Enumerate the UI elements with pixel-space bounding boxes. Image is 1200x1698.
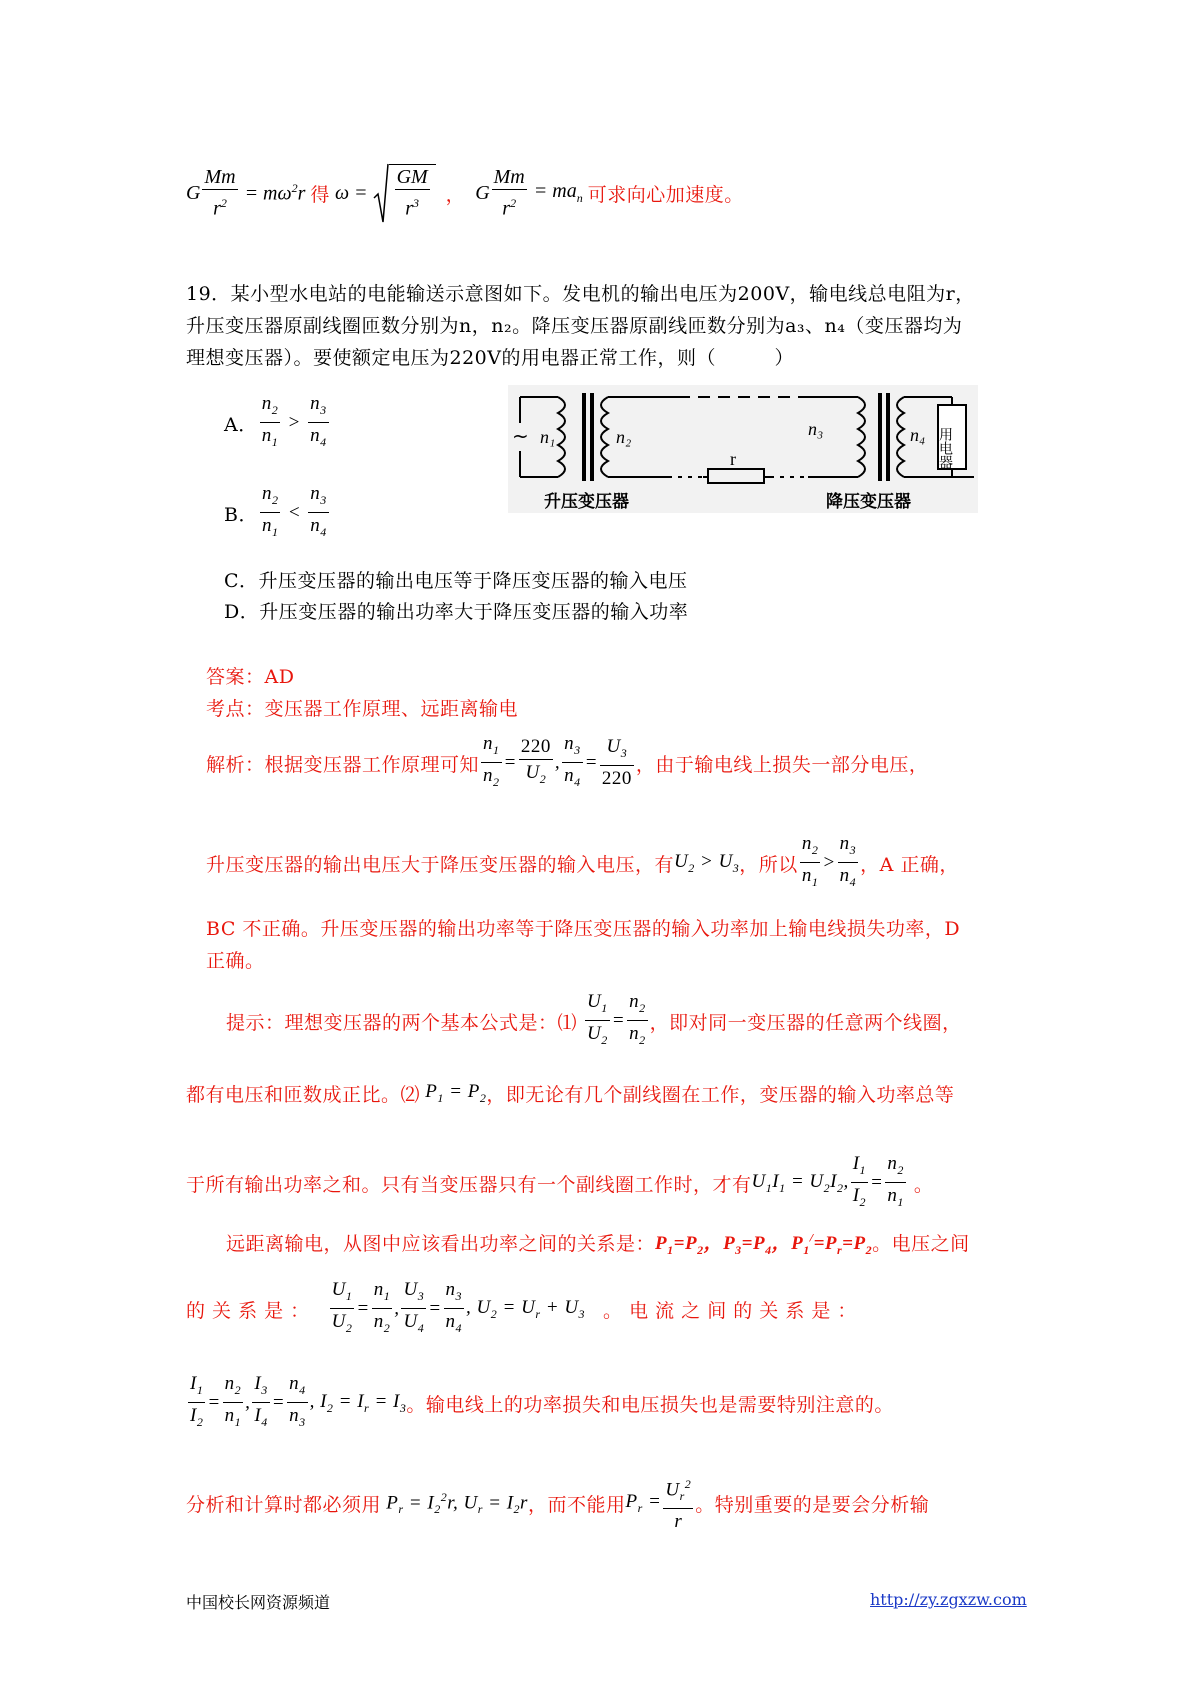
hint-1a: 提示：理想变压器的两个基本公式是：⑴ xyxy=(226,1011,578,1034)
label-load: 用电器 xyxy=(937,427,953,469)
hint-line-1: 提示：理想变压器的两个基本公式是：⑴ $\frac{U_1}{U_2}$ = $\frac{n_2}{n_2}$ ，即对同一变压器的任意两个线圈， xyxy=(226,991,962,1047)
analysis-line-2c: ，A 正确， xyxy=(860,853,959,876)
hint-2b: ，即无论有几个副线圈在工作，变压器的输入功率总等 xyxy=(486,1084,955,1106)
hint-3b: 。 xyxy=(913,1173,934,1196)
analysis-line-2: 升压变压器的输出电压大于降压变压器的输入电压，有 $U_2 > U_3$ ，所以 $\frac{n_2}{n_1}$ > $\frac{n_3}{n_4}$ ，A 正确， xyxy=(206,833,959,889)
sqrt-symbol: $\frac{GM}{r^3}$ xyxy=(373,162,436,224)
hint-6: 。输电线上的功率损失和电压损失也是需要特别注意的。 xyxy=(406,1393,894,1416)
option-b: B． $\frac{n_2}{n_1}$ < $\frac{n_3}{n_4}$ xyxy=(224,483,327,539)
analysis-line-2b: ，所以 xyxy=(739,853,798,876)
option-a-label: A． xyxy=(224,413,258,436)
hint-line-3: 于所有输出功率之和。只有当变压器只有一个副线圈工作时，才有 $U_1I_1 = U_2I_2$, $\frac{I_1}{I_2}$ = $\frac{n_2}{n_1}$ 。 xyxy=(186,1153,934,1209)
label-n3: n₃ xyxy=(808,419,824,439)
label-step-down: 降压变压器 xyxy=(826,492,911,512)
hint-1b: ，即对同一变压器的任意两个线圈， xyxy=(649,1011,962,1034)
hint-7a: 分析和计算时都必须用 xyxy=(186,1494,382,1517)
formula-text-de: 得 xyxy=(310,184,330,206)
hint-5a: 的 关 系 是 ： xyxy=(186,1299,310,1322)
hint-line-4: 远距离输电，从图中应该看出功率之间的关系是： $P_1=P_2$，$P_3=P_4$，$P_1^/=P_r=P_2$ 。电压之间 xyxy=(226,1230,970,1257)
analysis-line-3: BC 不正确。升压变压器的输出功率等于降压变压器的输入功率加上输电线损失功率，D xyxy=(206,918,961,940)
footer-link[interactable]: http://zy.zgxzw.com xyxy=(870,1590,1027,1609)
formula-top: G $\frac{Mm}{r^2}$ = $m\omega^2r$ 得 ω = $\frac{GM}{r^3}$ ， G $\frac{Mm}{r^2}$ = $ma_n$ 可求向心加速度。 xyxy=(186,158,744,228)
option-b-label: B． xyxy=(224,503,258,526)
analysis-line-2a: 升压变压器的输出电压大于降压变压器的输入电压，有 xyxy=(206,853,675,876)
hint-line-7: 分析和计算时都必须用 $P_r = I_2^2r$, $U_r = I_2r$ ，而不能用 $P_r$ = $\frac{U_r^2}{r}$ 。特别重要的是要会分析输 xyxy=(186,1472,929,1535)
option-a: A． $\frac{n_2}{n_1}$ > $\frac{n_3}{n_4}$ xyxy=(224,393,327,449)
hint-line-6: $\frac{I_1}{I_2}$ = $\frac{n_2}{n_1}$ , $\frac{I_3}{I_4}$ = $\frac{n_4}{n_3}$ , $I_2 = I_r = I_3$ 。输电线上的功率损失和电压损失也是需要特别注意的。 xyxy=(190,1373,894,1429)
label-step-up: 升压变压器 xyxy=(544,492,629,512)
option-d: D．升压变压器的输出功率大于降压变压器的输入功率 xyxy=(224,601,689,623)
label-n4: n₄ xyxy=(910,425,926,445)
option-c: C．升压变压器的输出电压等于降压变压器的输入电压 xyxy=(224,570,688,592)
analysis-prefix: 解析：根据变压器工作原理可知 xyxy=(206,753,480,776)
analysis-line-4: 正确。 xyxy=(206,950,265,972)
formula-text-accel: 可求向心加速度。 xyxy=(587,184,744,206)
hint-4b: 。电压之间 xyxy=(872,1233,970,1256)
question-line-1: 19．某小型水电站的电能输送示意图如下。发电机的输出电压为200V，输电线总电阻为r， xyxy=(186,283,975,305)
hint-line-5: 的 关 系 是 ： $\frac{U_1}{U_2}$ = $\frac{n_1}{n_2}$ , $\frac{U_3}{U_4}$ = $\frac{n_3}{n_4}$ , $U_2 = U_r + U_3$ 。 电 流 之 间 的 关 系 是 ： xyxy=(186,1279,857,1335)
hint-3a: 于所有输出功率之和。只有当变压器只有一个副线圈工作时，才有 xyxy=(186,1173,752,1196)
hint-7b: ，而不能用 xyxy=(527,1494,626,1517)
analysis-suffix: ，由于输电线上损失一部分电压， xyxy=(635,753,929,776)
ac-source-tilde: ~ xyxy=(512,424,529,448)
formula-comma: ， xyxy=(445,184,466,206)
circuit-diagram xyxy=(508,385,978,513)
hint-4a: 远距离输电，从图中应该看出功率之间的关系是： xyxy=(226,1233,656,1256)
analysis-line-1: 解析：根据变压器工作原理可知 $\frac{n_1}{n_2}$ = $\frac{220}{U_2}$ , $\frac{n_3}{n_4}$ = $\frac{U_3}{220}$ ，由于输电线上损失一部分电压， xyxy=(206,733,929,789)
label-r: r xyxy=(730,449,736,469)
hint-7c: 。特别重要的是要会分析输 xyxy=(695,1494,930,1517)
label-n2: n₂ xyxy=(616,427,632,447)
footer-left: 中国校长网资源频道 xyxy=(186,1593,331,1612)
label-n1: n₁ xyxy=(540,427,556,447)
hint-5b: 。 电 流 之 间 的 关 系 是 ： xyxy=(603,1299,857,1322)
hint-2a: 都有电压和匝数成正比。⑵ xyxy=(186,1084,421,1106)
question-line-2: 升压变压器原副线圈匝数分别为n，n₂。降压变压器原副线匝数分别为a₃、n₄（变压器均为 xyxy=(186,315,963,337)
question-line-3: 理想变压器）。要使额定电压为220V的用电器正常工作，则（ ） xyxy=(186,347,794,369)
answer-line: 答案：AD xyxy=(206,666,295,688)
hint-line-2: 都有电压和匝数成正比。⑵ $P_1 = P_2$ ，即无论有几个副线圈在工作，变压器的输入功率总等 xyxy=(186,1081,955,1106)
key-point-line: 考点：变压器工作原理、远距离输电 xyxy=(206,698,519,720)
